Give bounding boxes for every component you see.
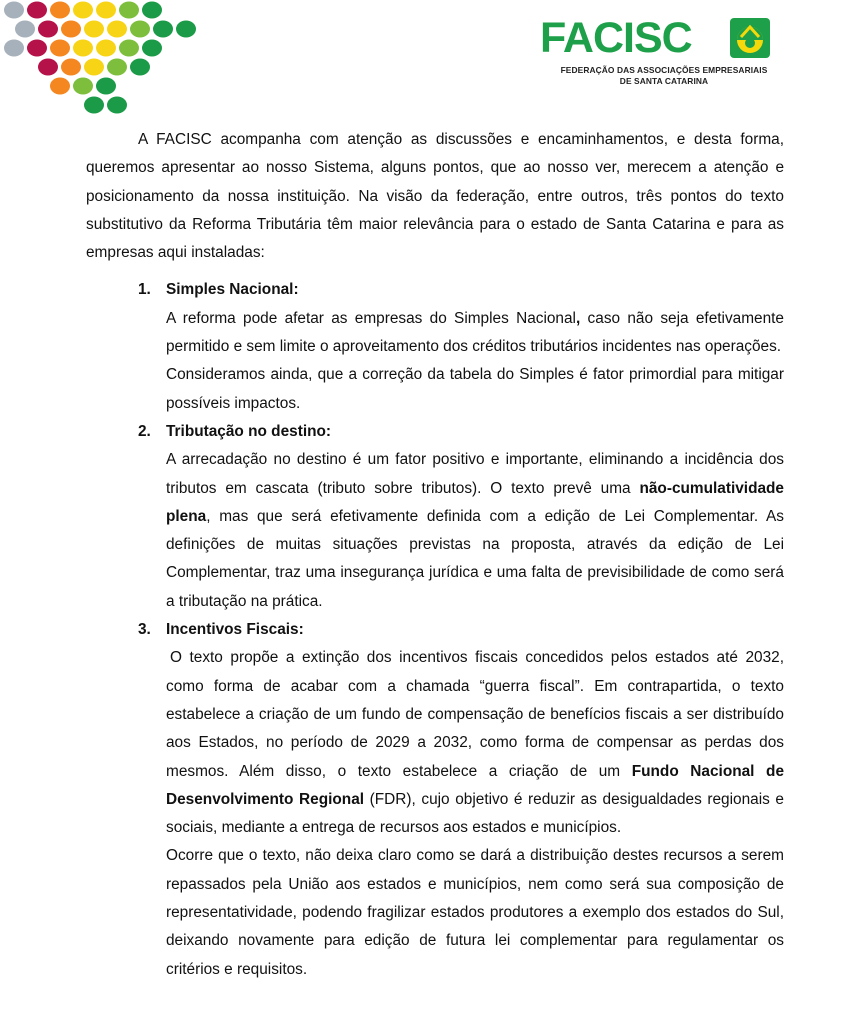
decorative-dot <box>61 59 81 76</box>
decorative-dot <box>176 21 196 38</box>
list-item-paragraph: A arrecadação no destino é um fator positivo e importante, eliminando a incidência dos tributos em cascata (tributo sobre tributos). O texto prevê uma não-cumulatividade plena, mas que será efetivamente definida com a edição de Lei Complementar. As definições de muitas situações previstas na proposta, através da edição de Lei Complementar, traz uma insegurança jurídica e uma falta de previsibilidade de como será a tributação na prática. <box>166 451 784 610</box>
intro-paragraph: A FACISC acompanha com atenção as discussões e encaminhamentos, e desta forma, queremos apresentar ao nosso Sistema, alguns pontos, que ao nosso ver, merecem a atenção e posicionamento da nossa instituição. Na visão da federação, entre outros, três pontos do texto substitutivo da Reforma Tributária têm maior relevância para o estado de Santa Catarina e para as empresas aqui instaladas: <box>86 131 784 262</box>
list-item-simples-nacional <box>86 276 784 417</box>
decorative-dot <box>107 59 127 76</box>
list-item-title: Incentivos Fiscais: <box>166 621 304 639</box>
decorative-dot <box>96 78 116 95</box>
list-item-title: Simples Nacional: <box>166 281 299 299</box>
decorative-dot <box>27 40 47 57</box>
decorative-dot <box>50 78 70 95</box>
logo-subtitle-line1: FEDERAÇÃO DAS ASSOCIAÇÕES EMPRESARIAIS <box>560 65 768 75</box>
decorative-dot <box>119 40 139 57</box>
decorative-dot <box>130 59 150 76</box>
decorative-dot-pattern <box>0 0 200 125</box>
decorative-dot <box>4 40 24 57</box>
logo-subtitle <box>550 65 778 87</box>
list-item-title: Tributação no destino: <box>166 422 332 440</box>
decorative-dot <box>119 2 139 19</box>
decorative-dot <box>96 2 116 19</box>
decorative-dot <box>142 2 162 19</box>
list-item-number: 3. <box>138 621 151 639</box>
logo-sun-icon <box>730 18 770 58</box>
decorative-dot <box>4 2 24 19</box>
facisc-logo <box>540 12 780 92</box>
decorative-dot <box>61 21 81 38</box>
decorative-dot <box>84 21 104 38</box>
decorative-dot <box>38 59 58 76</box>
decorative-dot <box>107 97 127 114</box>
document-body <box>86 126 784 984</box>
decorative-dot <box>142 40 162 57</box>
decorative-dot <box>73 78 93 95</box>
decorative-dot <box>73 2 93 19</box>
list-item-paragraph: A reforma pode afetar as empresas do Simples Nacional, caso não seja efetivamente permitido e sem limite o aproveitamento dos créditos tributários incidentes nas operações. <box>166 309 784 356</box>
decorative-dot <box>96 40 116 57</box>
list-item-number: 1. <box>138 281 151 299</box>
list-item-number: 2. <box>138 422 151 440</box>
decorative-dot <box>84 97 104 114</box>
decorative-dot <box>130 21 150 38</box>
decorative-dot <box>50 2 70 19</box>
decorative-dot <box>38 21 58 38</box>
list-item-paragraph: Consideramos ainda, que a correção da tabela do Simples é fator primordial para mitigar possíveis impactos. <box>166 366 784 412</box>
decorative-dot <box>27 2 47 19</box>
list-item-paragraph: O texto propõe a extinção dos incentivos fiscais concedidos pelos estados até 2032, como forma de acabar com a chamada “guerra fiscal”. Em contrapartida, o texto estabelece a criação de um fundo de compensação de benefícios fiscais a ser distribuído aos Estados, no período de 2029 a 2032, como forma de compensar as perdas dos mesmos. Além disso, o texto estabelece a criação de um Fundo Nacional de Desenvolvimento Regional (FDR), cujo objetivo é reduzir as desigualdades regionais e sociais, mediante a entrega de recursos aos estados e municípios. <box>166 649 784 837</box>
list-item-paragraph: Ocorre que o texto, não deixa claro como se dará a distribuição destes recursos a serem repassados pela União aos estados e municípios, nem como será sua composição de representatividade, podendo fragilizar estados produtores a exemplo dos estados do Sul, deixando novamente para edição de futura lei complementar para regulamentar os critérios e requisitos. <box>166 847 784 978</box>
list-item-tributacao-destino <box>86 418 784 616</box>
decorative-dot <box>107 21 127 38</box>
list-item-incentivos-fiscais <box>86 616 784 984</box>
decorative-dot <box>15 21 35 38</box>
decorative-dot <box>153 21 173 38</box>
decorative-dot <box>73 40 93 57</box>
logo-wordmark: FACISC <box>540 14 692 62</box>
logo-subtitle-line2: DE SANTA CATARINA <box>619 76 709 86</box>
decorative-dot <box>50 40 70 57</box>
decorative-dot <box>84 59 104 76</box>
